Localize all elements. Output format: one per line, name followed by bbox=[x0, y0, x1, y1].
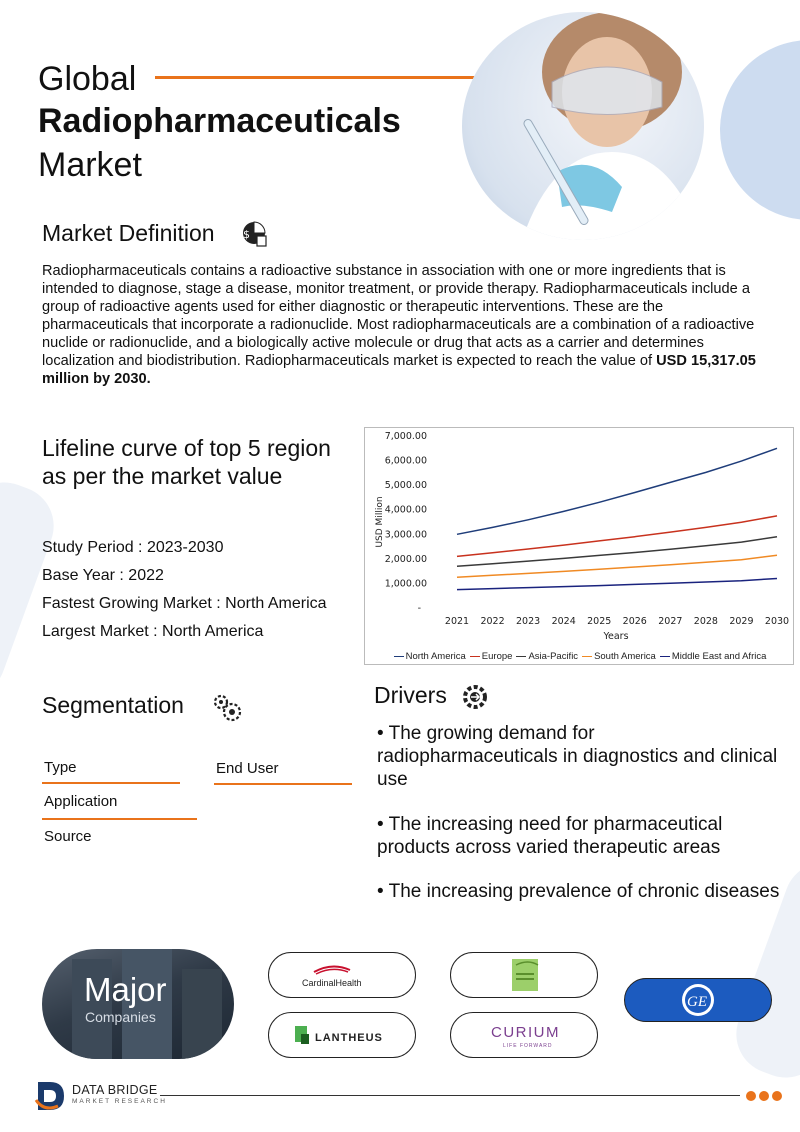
largest-market: Largest Market : North America bbox=[42, 623, 264, 640]
x-tick-label: 2025 bbox=[587, 616, 612, 627]
legend-label: South America bbox=[594, 650, 656, 662]
company-logo-green bbox=[450, 952, 598, 998]
gears-icon bbox=[212, 693, 242, 723]
footer-dot bbox=[746, 1091, 756, 1101]
segment-application: Application bbox=[44, 793, 118, 810]
footer-dot bbox=[772, 1091, 782, 1101]
legend-swatch bbox=[660, 656, 670, 658]
market-line-chart bbox=[364, 427, 794, 665]
segment-underline bbox=[214, 783, 352, 785]
legend-item bbox=[582, 651, 656, 662]
title-accent-line bbox=[155, 76, 475, 79]
y-tick-label: 5,000.00 bbox=[384, 480, 427, 492]
ge-logo-text: GE bbox=[687, 994, 707, 1010]
market-money-chart-icon bbox=[240, 220, 268, 248]
y-tick-label: 3,000.00 bbox=[384, 529, 427, 541]
legend-swatch bbox=[516, 656, 526, 658]
title-global: Global bbox=[38, 60, 137, 98]
company-logo-curium bbox=[450, 1012, 598, 1058]
base-year: Base Year : 2022 bbox=[42, 567, 164, 584]
legend-item bbox=[516, 651, 578, 662]
market-definition-title: Market Definition bbox=[42, 220, 215, 246]
curium-tagline-text: LIFE FORWARD bbox=[503, 1043, 553, 1049]
y-axis-title: USD Million bbox=[375, 496, 385, 548]
x-tick-label: 2022 bbox=[480, 616, 505, 627]
series-line-north-america bbox=[457, 448, 777, 534]
major-label: Major bbox=[84, 971, 167, 1008]
x-tick-label: 2024 bbox=[551, 616, 576, 627]
x-tick-label: 2027 bbox=[658, 616, 683, 627]
segment-underline bbox=[42, 782, 180, 784]
legend-label: North America bbox=[405, 650, 466, 662]
background-shape bbox=[0, 471, 65, 709]
legend-label: Asia-Pacific bbox=[528, 650, 579, 662]
major-companies-banner bbox=[42, 949, 234, 1059]
lantheus-logo-text: LANTHEUS bbox=[315, 1032, 383, 1044]
legend-item bbox=[470, 651, 513, 662]
legend-item bbox=[394, 651, 466, 662]
cardinal-health-logo-text: CardinalHealth bbox=[302, 978, 362, 988]
chart-legend bbox=[365, 649, 795, 662]
y-tick-label: 7,000.00 bbox=[384, 431, 427, 442]
series-line-europe bbox=[457, 516, 777, 557]
driver-item: • The increasing need for pharmaceutical products across varied therapeutic areas bbox=[377, 814, 723, 858]
company-logo-cardinal-health bbox=[268, 952, 416, 998]
market-definition-text: Radiopharmaceuticals contains a radioactive substance in association with one or more ingredients that is intended to diagnose, stage a disease, monitor treatment, or provide therapy. Radiopharmaceuticals include a group of radioactive agents used for either diagnostic or therapeutic interventions. These are the pharmaceuticals that incorporate a radionuclide. Most radiopharmaceuticals are a combination of a radioactive nuclide or radionuclide, and a biologically active molecule or drug that acts as a carrier and determines localization and biodistribution. Radiopharmaceuticals market is expected to reach the value of USD 15,317.05 million by 2030. bbox=[42, 263, 756, 387]
drivers-title: Drivers bbox=[374, 682, 447, 708]
company-logo-lantheus bbox=[268, 1012, 416, 1058]
company-logo-ge bbox=[624, 978, 772, 1022]
y-tick-label: 1,000.00 bbox=[384, 578, 427, 590]
segment-underline bbox=[42, 818, 197, 820]
x-tick-label: 2023 bbox=[516, 616, 541, 627]
segment-type: Type bbox=[44, 759, 77, 776]
study-period: Study Period : 2023-2030 bbox=[42, 539, 224, 556]
segmentation-title: Segmentation bbox=[42, 692, 184, 718]
driver-item: • The growing demand for radiopharmaceuticals in diagnostics and clinical use bbox=[377, 723, 778, 790]
y-tick-label: - bbox=[417, 603, 421, 614]
legend-swatch bbox=[582, 656, 592, 658]
x-tick-label: 2021 bbox=[444, 616, 470, 627]
segment-end-user: End User bbox=[216, 760, 279, 777]
legend-item bbox=[660, 651, 767, 662]
hero-image-scientist bbox=[462, 12, 704, 240]
series-line-middle-east-and-africa bbox=[457, 579, 777, 590]
hero-decor-circle bbox=[720, 40, 800, 220]
segment-source: Source bbox=[44, 828, 92, 845]
x-tick-label: 2029 bbox=[729, 616, 754, 627]
legend-swatch bbox=[394, 656, 404, 658]
svg-text:$: $ bbox=[243, 228, 250, 241]
data-bridge-logo-icon bbox=[34, 1078, 68, 1114]
curium-logo-text: CURIUM bbox=[491, 1024, 560, 1041]
legend-label: Middle East and Africa bbox=[671, 650, 767, 662]
title-market: Market bbox=[38, 146, 142, 184]
x-tick-label: 2030 bbox=[764, 616, 790, 627]
x-axis-title: Years bbox=[603, 631, 629, 642]
companies-label: Companies bbox=[85, 1009, 156, 1025]
x-tick-label: 2026 bbox=[622, 616, 647, 627]
footer-dot bbox=[759, 1091, 769, 1101]
chart-canvas bbox=[365, 428, 795, 648]
legend-swatch bbox=[470, 656, 480, 658]
y-tick-label: 6,000.00 bbox=[384, 455, 427, 467]
x-tick-label: 2028 bbox=[693, 616, 718, 627]
footer-subtitle: MARKET RESEARCH bbox=[72, 1098, 167, 1105]
legend-label: Europe bbox=[481, 650, 513, 662]
footer-brand: DATA BRIDGE bbox=[72, 1083, 158, 1097]
gear-arrows-icon bbox=[460, 682, 490, 712]
footer-divider bbox=[160, 1095, 740, 1096]
page-title: Radiopharmaceuticals bbox=[38, 102, 401, 140]
driver-item: • The increasing prevalence of chronic diseases bbox=[377, 881, 780, 902]
lifeline-title: Lifeline curve of top 5 region as per the market value bbox=[42, 435, 331, 489]
fastest-growing-market: Fastest Growing Market : North America bbox=[42, 595, 327, 612]
y-tick-label: 2,000.00 bbox=[384, 553, 427, 565]
series-line-south-america bbox=[457, 555, 777, 577]
y-tick-label: 4,000.00 bbox=[384, 504, 427, 516]
